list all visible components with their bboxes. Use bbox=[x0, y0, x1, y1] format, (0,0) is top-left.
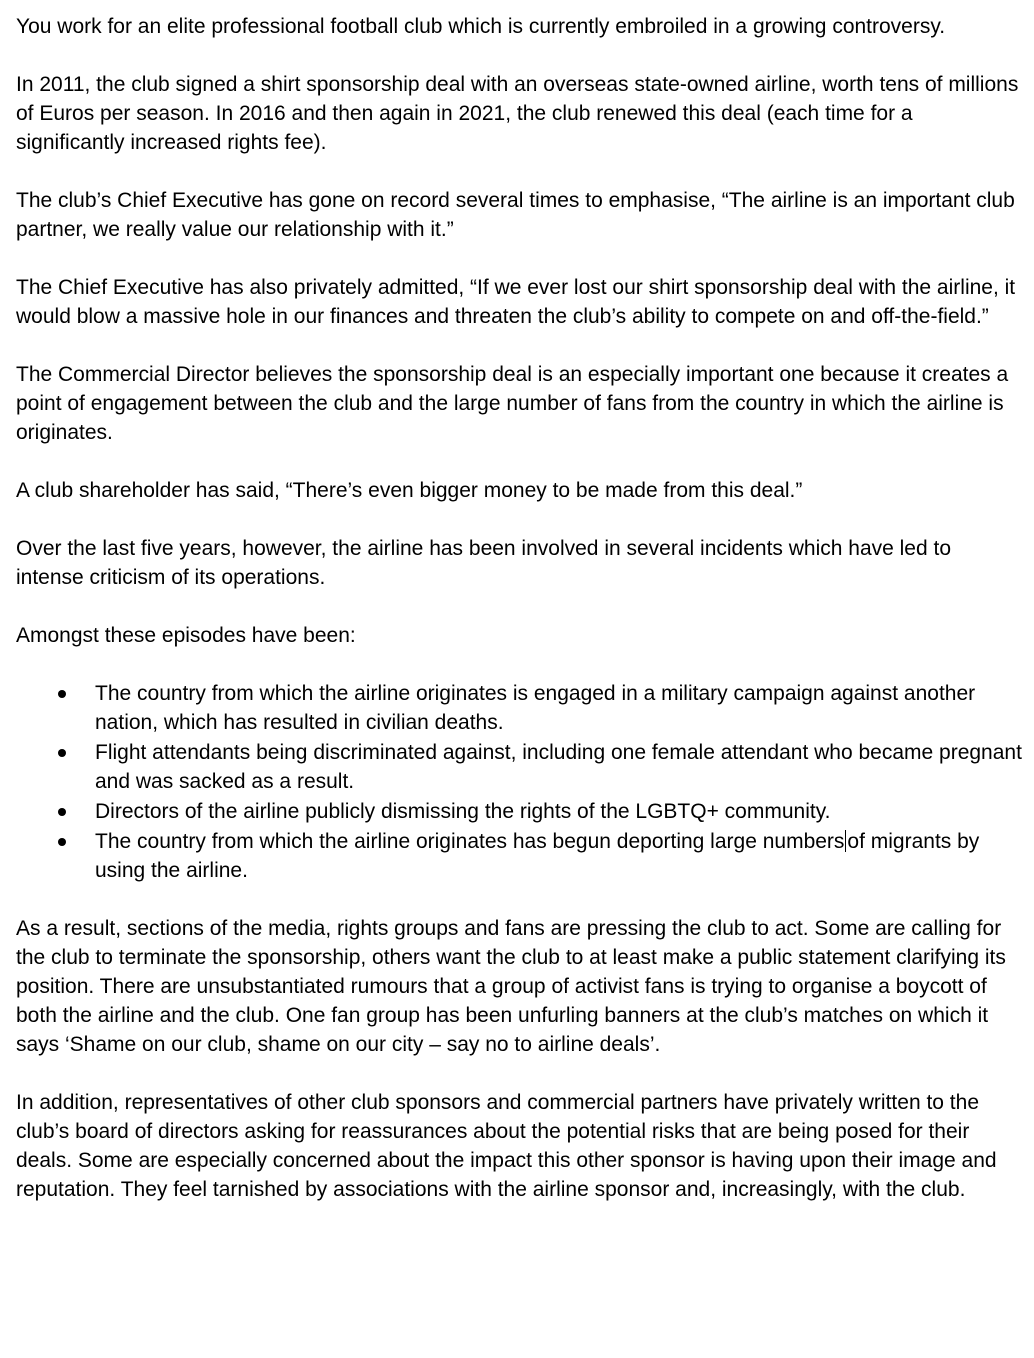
shareholder-quote-paragraph: A club shareholder has said, “There’s even bigger money to be made from this deal.” bbox=[16, 479, 803, 502]
pressure-to-act-paragraph: As a result, sections of the media, rights groups and fans are pressing the club to act. Some are calling for the club to terminate the sponsorship, others want the club to at least make a public statement clarifying its position. There are unsubstantiated rumours that a group of activist fans is trying to organise a boycott of both the airline and the club. One fan group has been unfurling banners at the club’s matches on which it says ‘Shame on our club, shame on our city – say no to airline deals’. bbox=[16, 917, 1006, 1056]
bullet-text: Directors of the airline publicly dismissing the rights of the LGBTQ+ community. bbox=[95, 800, 831, 823]
bullet-item-deportations bbox=[16, 827, 1022, 885]
bullet-dot-icon bbox=[58, 690, 66, 698]
bullet-text-after-cursor: of migrants by using the airline. bbox=[95, 830, 980, 882]
incidents-intro-paragraph: Over the last five years, however, the airline has been involved in several incidents which have led to intense criticism of its operations. bbox=[16, 537, 952, 589]
bullet-item-flight-attendants bbox=[16, 738, 1022, 796]
bullet-item-lgbtq-rights bbox=[16, 797, 1022, 826]
episodes-bullet-list bbox=[16, 679, 1022, 885]
sponsorship-deal-paragraph: In 2011, the club signed a shirt sponsorship deal with an overseas state-owned airline, worth tens of millions of Euros per season. In 2016 and then again in 2021, the club renewed this deal (each time for a significantly increased rights fee). bbox=[16, 73, 1019, 154]
intro-paragraph: You work for an elite professional football club which is currently embroiled in a growing controversy. bbox=[16, 15, 946, 38]
commercial-director-paragraph: The Commercial Director believes the sponsorship deal is an especially important one because it creates a point of engagement between the club and the large number of fans from the country in which the airline is originates. bbox=[16, 363, 1009, 444]
bullet-text: The country from which the airline originates is engaged in a military campaign against another nation, which has resulted in civilian deaths. bbox=[95, 682, 976, 734]
bullet-dot-icon bbox=[58, 749, 66, 757]
bullet-dot-icon bbox=[58, 838, 66, 846]
chief-executive-public-quote-paragraph: The club’s Chief Executive has gone on record several times to emphasise, “The airline is an important club partner, we really value our relationship with it.” bbox=[16, 189, 1015, 241]
bullet-text: Flight attendants being discriminated against, including one female attendant who became pregnant and was sacked as a result. bbox=[95, 741, 1022, 793]
bullet-dot-icon bbox=[58, 808, 66, 816]
episodes-lead-paragraph: Amongst these episodes have been: bbox=[16, 624, 356, 647]
bullet-item-military-campaign bbox=[16, 679, 1022, 737]
bullet-text-before-cursor: The country from which the airline originates has begun deporting large numbers bbox=[95, 830, 845, 853]
other-sponsors-paragraph: In addition, representatives of other club sponsors and commercial partners have privately written to the club’s board of directors asking for reassurances about the potential risks that are being posed for their deals. Some are especially concerned about the impact this other sponsor is having upon their image and reputation. They feel tarnished by associations with the airline sponsor and, increasingly, with the club. bbox=[16, 1091, 997, 1201]
chief-executive-private-quote-paragraph: The Chief Executive has also privately admitted, “If we ever lost our shirt sponsorship deal with the airline, it would blow a massive hole in our finances and threaten the club’s ability to compete on and off-the-field.” bbox=[16, 276, 1016, 328]
